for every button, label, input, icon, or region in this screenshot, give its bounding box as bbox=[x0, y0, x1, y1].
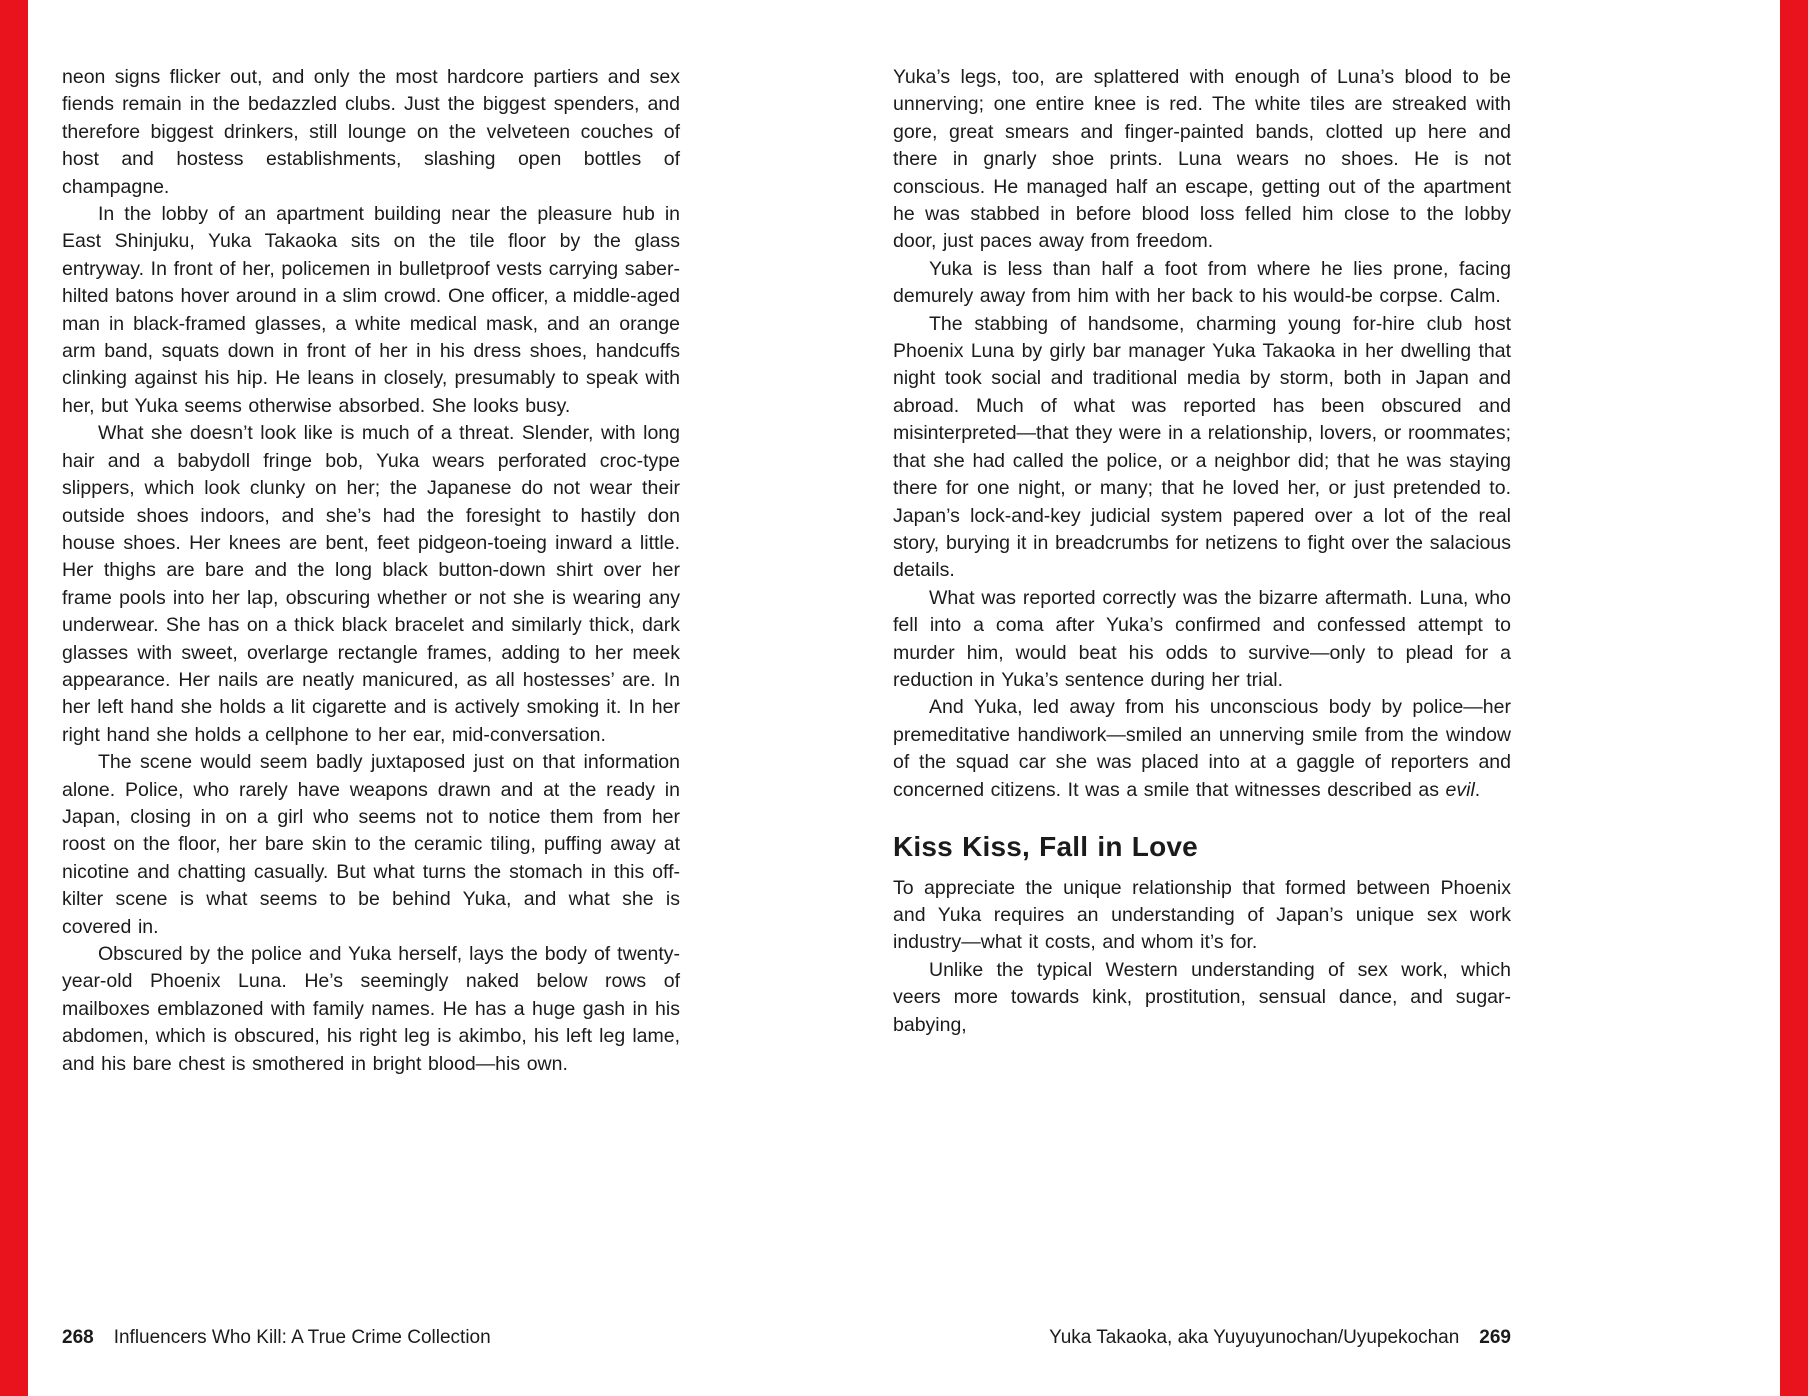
left-red-edge bbox=[0, 0, 28, 1396]
left-footer-title: Influencers Who Kill: A True Crime Collection bbox=[113, 1327, 491, 1348]
left-page-text bbox=[62, 64, 680, 1078]
paragraph: Unlike the typical Western understanding of sex work, which veers more towards kink, prostitution, sensual dance, and sugar-babying, bbox=[893, 958, 1511, 1036]
paragraph: In the lobby of an apartment building near the pleasure hub in East Shinjuku, Yuka Takaoka sits on the tile floor by the glass entryway. In front of her, policemen in bulletproof vests carrying saber-hilted batons hover around in a slim crowd. One officer, a middle-aged man in black-framed glasses, a white medical mask, and an orange arm band, squats down in front of her in his dress shoes, handcuffs clinking against his hip. He leans in closely, presumably to speak with her, but Yuka seems otherwise absorbed. She looks busy. bbox=[62, 203, 680, 417]
right-page-text-top bbox=[893, 64, 1511, 804]
paragraph: Yuka is less than half a foot from where he lies prone, facing demurely away from him with her back to his would-be corpse. Calm. bbox=[893, 257, 1511, 308]
paragraph: The stabbing of handsome, charming young for-hire club host Phoenix Luna by girly bar manager Yuka Takaoka in her dwelling that night took social and traditional media by storm, both in Japan and abroad. Much of what was reported has been obscured and misinterpreted—that they were in a relationship, lovers, or roommates; that she had called the police, or a neighbor did; that he was staying there for one night, or many; that he loved her, or just pretended to. Japan’s lock-and-key judicial system papered over a lot of the real story, burying it in breadcrumbs for netizens to fight over the salacious details. bbox=[893, 312, 1511, 582]
right-page-footer bbox=[893, 1326, 1511, 1350]
paragraph: To appreciate the unique relationship that formed between Phoenix and Yuka requires an understanding of Japan’s unique sex work industry—what it costs, and whom it’s for. bbox=[893, 876, 1511, 954]
right-page-text bbox=[893, 64, 1511, 1039]
right-page-text-bottom bbox=[893, 875, 1511, 1039]
left-page-number: 268 bbox=[62, 1327, 94, 1348]
right-page-number: 269 bbox=[1479, 1327, 1511, 1348]
right-footer-title: Yuka Takaoka, aka Yuyuyunochan/Uyupekochan bbox=[1049, 1327, 1460, 1348]
paragraph: What was reported correctly was the bizarre aftermath. Luna, who fell into a coma after Yuka’s confirmed and confessed attempt to murder him, would beat his odds to survive—only to plead for a reduction in Yuka’s sentence during her trial. bbox=[893, 586, 1511, 691]
paragraph: And Yuka, led away from his unconscious body by police—her premeditative handiwork—smiled an unnerving smile from the window of the squad car she was placed into at a gaggle of reporters and concerned citizens. It was a smile that witnesses described as evil. bbox=[893, 696, 1511, 801]
paragraph: neon signs flicker out, and only the most hardcore partiers and sex fiends remain in the bedazzled clubs. Just the biggest spenders, and therefore biggest drinkers, still lounge on the velveteen couches of host and hostess establishments, slashing open bottles of champagne. bbox=[62, 66, 680, 198]
paragraph: What she doesn’t look like is much of a threat. Slender, with long hair and a babydoll fringe bob, Yuka wears perforated croc-type slippers, which look clunky on her; the Japanese do not wear their outside shoes indoors, and she’s had the foresight to hastily don house shoes. Her knees are bent, feet pidgeon-toeing inward a little. Her thighs are bare and the long black button-down shirt over her frame pools into her lap, obscuring whether or not she is wearing any underwear. She has on a thick black bracelet and similarly thick, dark glasses with sweet, overlarge rectangle frames, adding to her meek appearance. Her nails are neatly manicured, as all hostesses’ are. In her left hand she holds a lit cigarette and is actively smoking it. In her right hand she holds a cellphone to her ear, mid-conversation. bbox=[62, 422, 680, 746]
right-red-edge bbox=[1780, 0, 1808, 1396]
section-heading: Kiss Kiss, Fall in Love bbox=[893, 830, 1198, 862]
left-page-footer bbox=[62, 1326, 680, 1350]
paragraph: Yuka’s legs, too, are splattered with enough of Luna’s blood to be unnerving; one entire knee is red. The white tiles are streaked with gore, great smears and finger-painted bands, clotted up here and there in gnarly shoe prints. Luna wears no shoes. He is not conscious. He managed half an escape, getting out of the apartment he was stabbed in before blood loss felled him close to the lobby door, just paces away from freedom. bbox=[893, 66, 1511, 253]
paragraph: The scene would seem badly juxtaposed just on that information alone. Police, who rarely have weapons drawn and at the ready in Japan, closing in on a girl who seems not to notice them from her roost on the floor, her bare skin to the ceramic tiling, puffing away at nicotine and chatting casually. But what turns the stomach in this off-kilter scene is what seems to be behind Yuka, and what she is covered in. bbox=[62, 751, 680, 938]
paragraph: Obscured by the police and Yuka herself, lays the body of twenty-year-old Phoenix Luna. He’s seemingly naked below rows of mailboxes emblazoned with family names. He has a huge gash in his abdomen, which is obscured, his right leg is akimbo, his left leg lame, and his bare chest is smothered in bright blood—his own. bbox=[62, 943, 680, 1075]
